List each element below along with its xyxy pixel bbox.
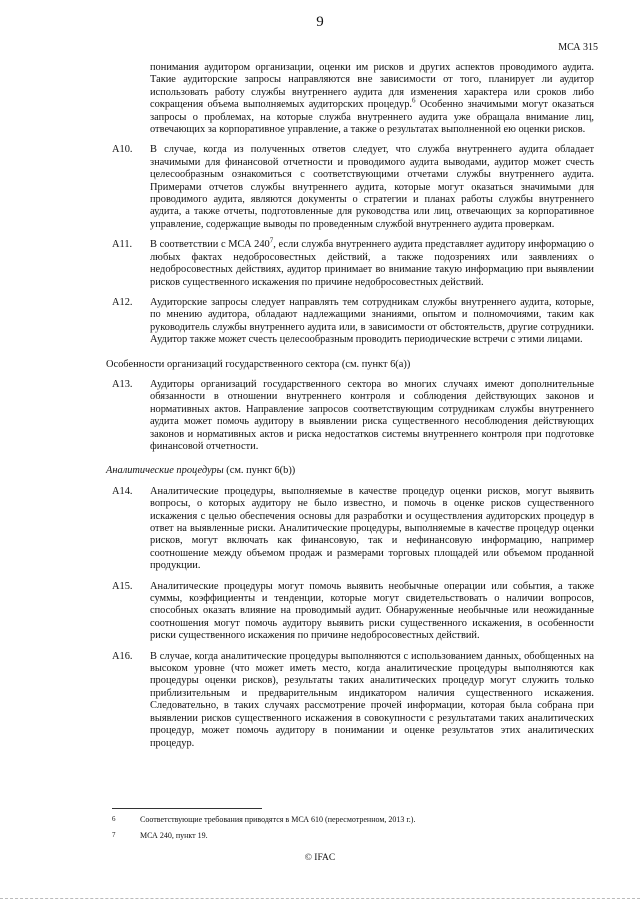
paragraph-number: A14. xyxy=(112,485,133,497)
paragraph-text: Аудиторские запросы следует направлять тем сотрудникам службы внутреннего аудита, которые, по мнению аудитора, обладают надлежащими знаниями, опытом и полномочиями, таким как руководитель службы внутреннего аудита или, в зависимости от обстоятельств, другие сотрудники. Аудитор также может счесть целесообразным проводить периодические встречи с этими лицами. xyxy=(150,296,594,346)
paragraph-a15 xyxy=(112,581,594,643)
section-heading-public-sector: Особенности организаций государственного сектора (см. пункт 6(а)) xyxy=(106,358,411,370)
page-number: 9 xyxy=(316,14,324,30)
footnote-6 xyxy=(112,815,415,824)
paragraph-text: Аналитические процедуры, выполняемые в качестве процедур оценки рисков, могут выявить вопросы, о которых аудитору не было известно, и помочь в оценке рисков существенного искажения с целью обеспечения основы для разработки и осуществления аудиторских процедур в ответ на выявленные риски. Аналитические процедуры, выполняемые в качестве процедур оценки рисков, могут включать как финансовую, так и нефинансовую информацию, например соотношение между объемом продаж и размерами торговых площадей или объемом проданной продукции. xyxy=(150,485,594,572)
paragraph-number: A12. xyxy=(112,296,133,308)
paragraph-a11 xyxy=(112,236,594,289)
paragraph-number: A13. xyxy=(112,378,133,390)
footnote-number: 7 xyxy=(112,831,116,839)
paragraph-text: Особенно значимыми могут оказаться запросы о проблемах, на которые служба внутреннего аудита уже обращала внимание лиц, отвечающих за корпоративное управление, а также о результатах выполненной ею оценки рисков. xyxy=(150,99,594,136)
footnote-text: МСА 240, пункт 19. xyxy=(140,831,208,840)
paragraph-continuation xyxy=(150,62,594,136)
paragraph-a12 xyxy=(112,297,594,347)
paragraph-a14 xyxy=(112,486,594,573)
document-body xyxy=(106,62,594,750)
paragraph-a13 xyxy=(112,379,594,453)
paragraph-text: В случае, когда из полученных ответов следует, что служба внутреннего аудита обладает значимыми для финансовой отчетности и проводимого аудита выводами, аудитор может счесть целесообразным ознакомиться с соответствующими отчетами службы внутреннего аудита. Примерами отчетов службы внутреннего аудита, которые могут оказаться значимыми для проводимого аудита, являются документы о стратегии и планах работы службы внутреннего аудита, а также отчеты, подготовленные для руководства или лиц, отвечающих за корпоративное управление, содержащие выводы по проведенным службой внутреннего аудита проверкам. xyxy=(150,144,594,230)
footnote-text: Соответствующие требования приводятся в МСА 610 (пересмотренном, 2013 г.). xyxy=(140,815,416,824)
footnote-divider xyxy=(112,808,262,809)
paragraph-number: A16. xyxy=(112,650,133,662)
section-heading-analytical-procedures xyxy=(106,465,594,477)
heading-italic: Аналитические процедуры xyxy=(106,465,224,477)
footnote-ref: 6 xyxy=(412,96,416,105)
footnote-ref: 7 xyxy=(269,236,274,245)
paragraph-text: Аналитические процедуры могут помочь выявить необычные операции или события, а также суммы, коэффициенты и тенденции, которые могут свидетельствовать о наличии вопросов, способных оказать влияние на проводимый аудит. Обнаруженные необычные или неожиданные соотношения могут помочь аудитору выявить риски существенного искажения, в особенности риски существенного искажения по причине недобросовестных действий. xyxy=(150,580,594,642)
paragraph-text: В случае, когда аналитические процедуры выполняются с использованием данных, обобщенных на высоком уровне (что может иметь место, когда аналитические процедуры выполняются как процедуры оценки рисков), результаты таких аналитических процедур могут служить только приблизительным и предварительным индикатором наличия существенного искажения. Следовательно, в таких случаях рассмотрение прочей информации, которая была собрана при выявлении рисков существенного искажения в совокупности с результатами таких аналитических процедур, может помочь аудитору в понимании и оценке результатов этих аналитических процедур. xyxy=(150,650,594,749)
footnote-number: 6 xyxy=(112,815,116,823)
page-footer: © IFAC xyxy=(304,853,336,863)
paragraph-text: Аудиторы организаций государственного сектора во многих случаях имеют дополнительные обязанности в отношении внутреннего контроля и соблюдения действующих законов и нормативных актов. Направление запросов соответствующим сотрудникам службы внутреннего аудита может помочь аудитору в выявлении риска существенного несоблюдения действующих законов и нормативных актов и риска недостатков системы внутреннего контроля при подготовке финансовой отчетности. xyxy=(150,378,594,452)
scan-edge-line xyxy=(0,898,640,899)
paragraph-number: A11. xyxy=(112,239,133,251)
paragraph-text: В соответствии с МСА 240 xyxy=(150,239,270,251)
paragraph-number: A10. xyxy=(112,144,133,156)
paragraph-a16 xyxy=(112,651,594,750)
paragraph-number: A15. xyxy=(112,580,133,592)
paragraph-a10 xyxy=(112,144,594,231)
footnote-7 xyxy=(112,831,208,840)
heading-rest: (см. пункт 6(b)) xyxy=(223,465,296,477)
paragraph-text: , если служба внутреннего аудита представляет аудитору информацию о любых фактах недобросовестных действий, а также подозрениях или заявлениях о недобросовестных действиях, аудитор принимает во внимание такую информацию при выявлении рисков существенного искажения по причине недобросовестных действий. xyxy=(150,239,594,288)
paragraph-text: понимания аудитором организации, оценки им рисков и других аспектов проводимого аудита. Такие аудиторские запросы направляются вне зависимости от того, планирует ли аудитор использовать работу службы внутреннего аудита для изменения характера или сроков либо сокращения объема выполняемых аудиторских процедур. xyxy=(150,62,594,111)
document-code: МСА 315 xyxy=(558,42,598,53)
